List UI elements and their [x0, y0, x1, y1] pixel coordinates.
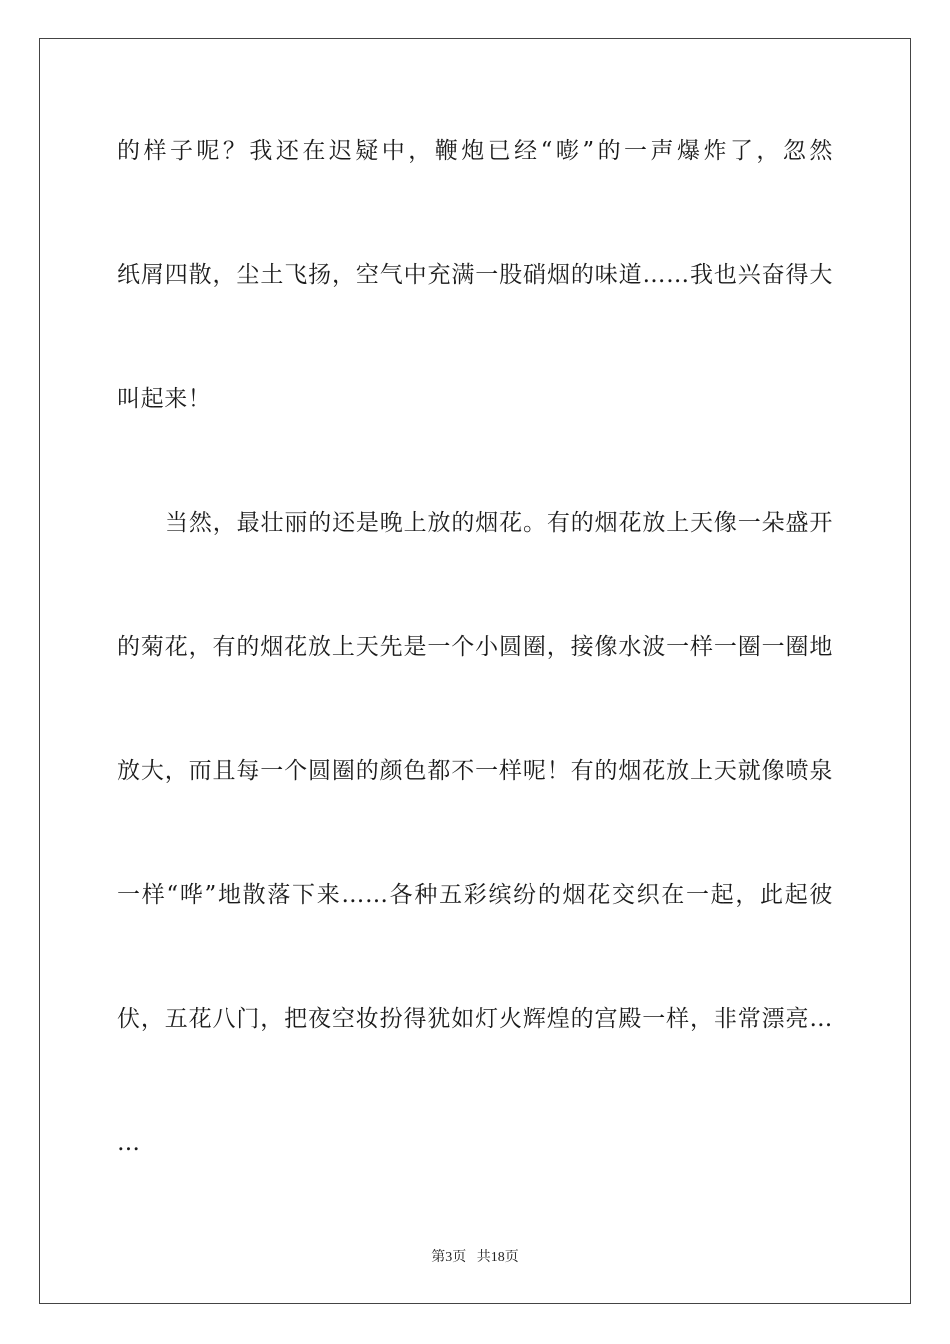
- text-line: 的菊花，有的烟花放上天先是一个小圆圈，接像水波一样一圈一圈地: [117, 634, 833, 660]
- page-number: 第3页: [431, 1250, 467, 1265]
- page-frame: [39, 38, 911, 1304]
- text-line: 纸屑四散，尘土飞扬，空气中充满一股硝烟的味道……我也兴奋得大: [117, 262, 833, 288]
- text-line: 伏，五花八门，把夜空妆扮得犹如灯火辉煌的宫殿一样，非常漂亮…: [117, 1006, 833, 1032]
- text-line: 叫起来！: [117, 386, 212, 412]
- page-footer: [0, 1250, 950, 1266]
- text-line: 当然，最壮丽的还是晚上放的烟花。有的烟花放上天像一朵盛开: [165, 510, 833, 536]
- text-line: …: [117, 1130, 141, 1156]
- text-line: 的样子呢？我还在迟疑中，鞭炮已经“嘭”的一声爆炸了，忽然: [117, 138, 833, 164]
- total-pages: 共18页: [476, 1250, 519, 1265]
- text-line: 放大，而且每一个圆圈的颜色都不一样呢！有的烟花放上天就像喷泉: [117, 758, 833, 784]
- text-line: 一样“哗”地散落下来……各种五彩缤纷的烟花交织在一起，此起彼: [117, 882, 833, 908]
